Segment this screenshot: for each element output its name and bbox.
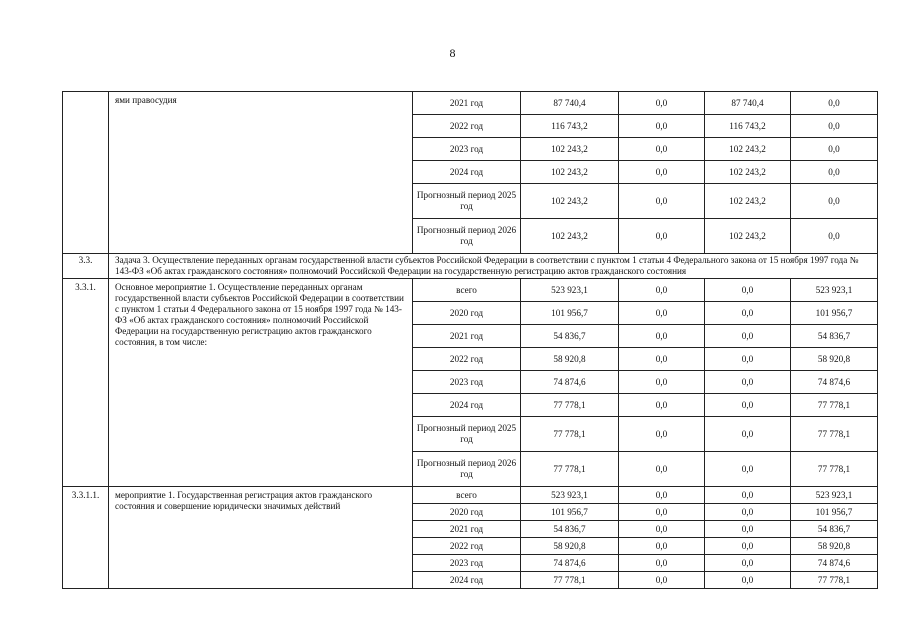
- total-cell: 102 243,2: [521, 219, 619, 254]
- page-number: 8: [449, 46, 456, 60]
- other-cell: 77 778,1: [791, 417, 878, 452]
- regional-cell: 102 243,2: [705, 161, 791, 184]
- total-cell: 101 956,7: [521, 302, 619, 325]
- other-cell: 74 874,6: [791, 555, 878, 572]
- year-cell: Прогнозный период 2026 год: [413, 452, 521, 487]
- year-cell: 2021 год: [413, 325, 521, 348]
- other-cell: 101 956,7: [791, 504, 878, 521]
- total-cell: 54 836,7: [521, 325, 619, 348]
- other-cell: 77 778,1: [791, 394, 878, 417]
- total-cell: 102 243,2: [521, 184, 619, 219]
- regional-cell: 0,0: [705, 487, 791, 504]
- regional-cell: 0,0: [705, 371, 791, 394]
- federal-cell: 0,0: [619, 538, 705, 555]
- regional-cell: 102 243,2: [705, 219, 791, 254]
- total-cell: 77 778,1: [521, 452, 619, 487]
- year-cell: всего: [413, 487, 521, 504]
- main-event-number: 3.3.1.: [63, 279, 109, 487]
- year-cell: 2024 год: [413, 394, 521, 417]
- other-cell: 0,0: [791, 184, 878, 219]
- federal-cell: 0,0: [619, 521, 705, 538]
- total-cell: 74 874,6: [521, 371, 619, 394]
- regional-cell: 0,0: [705, 572, 791, 589]
- regional-cell: 0,0: [705, 555, 791, 572]
- other-cell: 74 874,6: [791, 371, 878, 394]
- federal-cell: 0,0: [619, 371, 705, 394]
- year-cell: 2024 год: [413, 572, 521, 589]
- regional-cell: 102 243,2: [705, 138, 791, 161]
- regional-cell: 116 743,2: [705, 115, 791, 138]
- regional-cell: 0,0: [705, 302, 791, 325]
- year-cell: Прогнозный период 2026 год: [413, 219, 521, 254]
- federal-cell: 0,0: [619, 452, 705, 487]
- year-cell: Прогнозный период 2025 год: [413, 184, 521, 219]
- federal-cell: 0,0: [619, 417, 705, 452]
- federal-cell: 0,0: [619, 138, 705, 161]
- year-cell: всего: [413, 279, 521, 302]
- regional-cell: 0,0: [705, 452, 791, 487]
- main-event-name: Основное мероприятие 1. Осуществление переданных органам государственной власти субъектов Российской Федерации в соответствии с пунктом 1 статьи 4 Федерального закона от 15 ноября 1997 года № 143-ФЗ «Об актах гражданского состояния» полномочий Российской Федерации на государственную регистрацию актов гражданского состояния, в том числе:: [109, 279, 413, 487]
- other-cell: 54 836,7: [791, 521, 878, 538]
- other-cell: 523 923,1: [791, 487, 878, 504]
- federal-cell: 0,0: [619, 504, 705, 521]
- other-cell: 0,0: [791, 92, 878, 115]
- year-cell: 2020 год: [413, 302, 521, 325]
- total-cell: 102 243,2: [521, 138, 619, 161]
- other-cell: 54 836,7: [791, 325, 878, 348]
- total-cell: 102 243,2: [521, 161, 619, 184]
- other-cell: 77 778,1: [791, 452, 878, 487]
- total-cell: 87 740,4: [521, 92, 619, 115]
- event-name: ями правосудия: [109, 92, 413, 254]
- total-cell: 58 920,8: [521, 348, 619, 371]
- other-cell: 58 920,8: [791, 348, 878, 371]
- regional-cell: 0,0: [705, 348, 791, 371]
- total-cell: 77 778,1: [521, 572, 619, 589]
- year-cell: 2023 год: [413, 138, 521, 161]
- regional-cell: 0,0: [705, 279, 791, 302]
- other-cell: 58 920,8: [791, 538, 878, 555]
- year-cell: 2023 год: [413, 371, 521, 394]
- table-row: [63, 487, 878, 504]
- other-cell: 0,0: [791, 219, 878, 254]
- total-cell: 54 836,7: [521, 521, 619, 538]
- total-cell: 101 956,7: [521, 504, 619, 521]
- federal-cell: 0,0: [619, 302, 705, 325]
- other-cell: 0,0: [791, 138, 878, 161]
- federal-cell: 0,0: [619, 487, 705, 504]
- table-row: [63, 92, 878, 115]
- federal-cell: 0,0: [619, 92, 705, 115]
- total-cell: 77 778,1: [521, 417, 619, 452]
- sub-event-name: мероприятие 1. Государственная регистрация актов гражданского состояния и совершение юридически значимых действий: [109, 487, 413, 589]
- federal-cell: 0,0: [619, 219, 705, 254]
- other-cell: 77 778,1: [791, 572, 878, 589]
- year-cell: 2022 год: [413, 115, 521, 138]
- federal-cell: 0,0: [619, 555, 705, 572]
- total-cell: 58 920,8: [521, 538, 619, 555]
- table-row: [63, 279, 878, 302]
- total-cell: 77 778,1: [521, 394, 619, 417]
- total-cell: 523 923,1: [521, 487, 619, 504]
- year-cell: Прогнозный период 2025 год: [413, 417, 521, 452]
- federal-cell: 0,0: [619, 161, 705, 184]
- task-text: Задача 3. Осуществление переданных органам государственной власти субъектов Российской Федерации в соответствии с пунктом 1 статьи 4 Федерального закона от 15 ноября 1997 года № 143-ФЗ «Об актах гражданского состояния» полномочий Российской Федерации на государственную регистрацию актов гражданского состояния: [109, 254, 878, 279]
- regional-cell: 0,0: [705, 504, 791, 521]
- row-number: [63, 92, 109, 254]
- federal-cell: 0,0: [619, 572, 705, 589]
- year-cell: 2020 год: [413, 504, 521, 521]
- other-cell: 101 956,7: [791, 302, 878, 325]
- total-cell: 523 923,1: [521, 279, 619, 302]
- federal-cell: 0,0: [619, 115, 705, 138]
- regional-cell: 0,0: [705, 417, 791, 452]
- regional-cell: 0,0: [705, 394, 791, 417]
- federal-cell: 0,0: [619, 348, 705, 371]
- federal-cell: 0,0: [619, 184, 705, 219]
- task-row: [63, 254, 878, 279]
- federal-cell: 0,0: [619, 279, 705, 302]
- regional-cell: 102 243,2: [705, 184, 791, 219]
- sub-event-number: 3.3.1.1.: [63, 487, 109, 589]
- regional-cell: 0,0: [705, 538, 791, 555]
- federal-cell: 0,0: [619, 325, 705, 348]
- regional-cell: 0,0: [705, 325, 791, 348]
- federal-cell: 0,0: [619, 394, 705, 417]
- other-cell: 523 923,1: [791, 279, 878, 302]
- other-cell: 0,0: [791, 115, 878, 138]
- budget-table: [62, 91, 878, 589]
- total-cell: 74 874,6: [521, 555, 619, 572]
- year-cell: 2021 год: [413, 92, 521, 115]
- other-cell: 0,0: [791, 161, 878, 184]
- task-number: 3.3.: [63, 254, 109, 279]
- year-cell: 2022 год: [413, 348, 521, 371]
- year-cell: 2022 год: [413, 538, 521, 555]
- year-cell: 2021 год: [413, 521, 521, 538]
- year-cell: 2024 год: [413, 161, 521, 184]
- regional-cell: 87 740,4: [705, 92, 791, 115]
- year-cell: 2023 год: [413, 555, 521, 572]
- total-cell: 116 743,2: [521, 115, 619, 138]
- regional-cell: 0,0: [705, 521, 791, 538]
